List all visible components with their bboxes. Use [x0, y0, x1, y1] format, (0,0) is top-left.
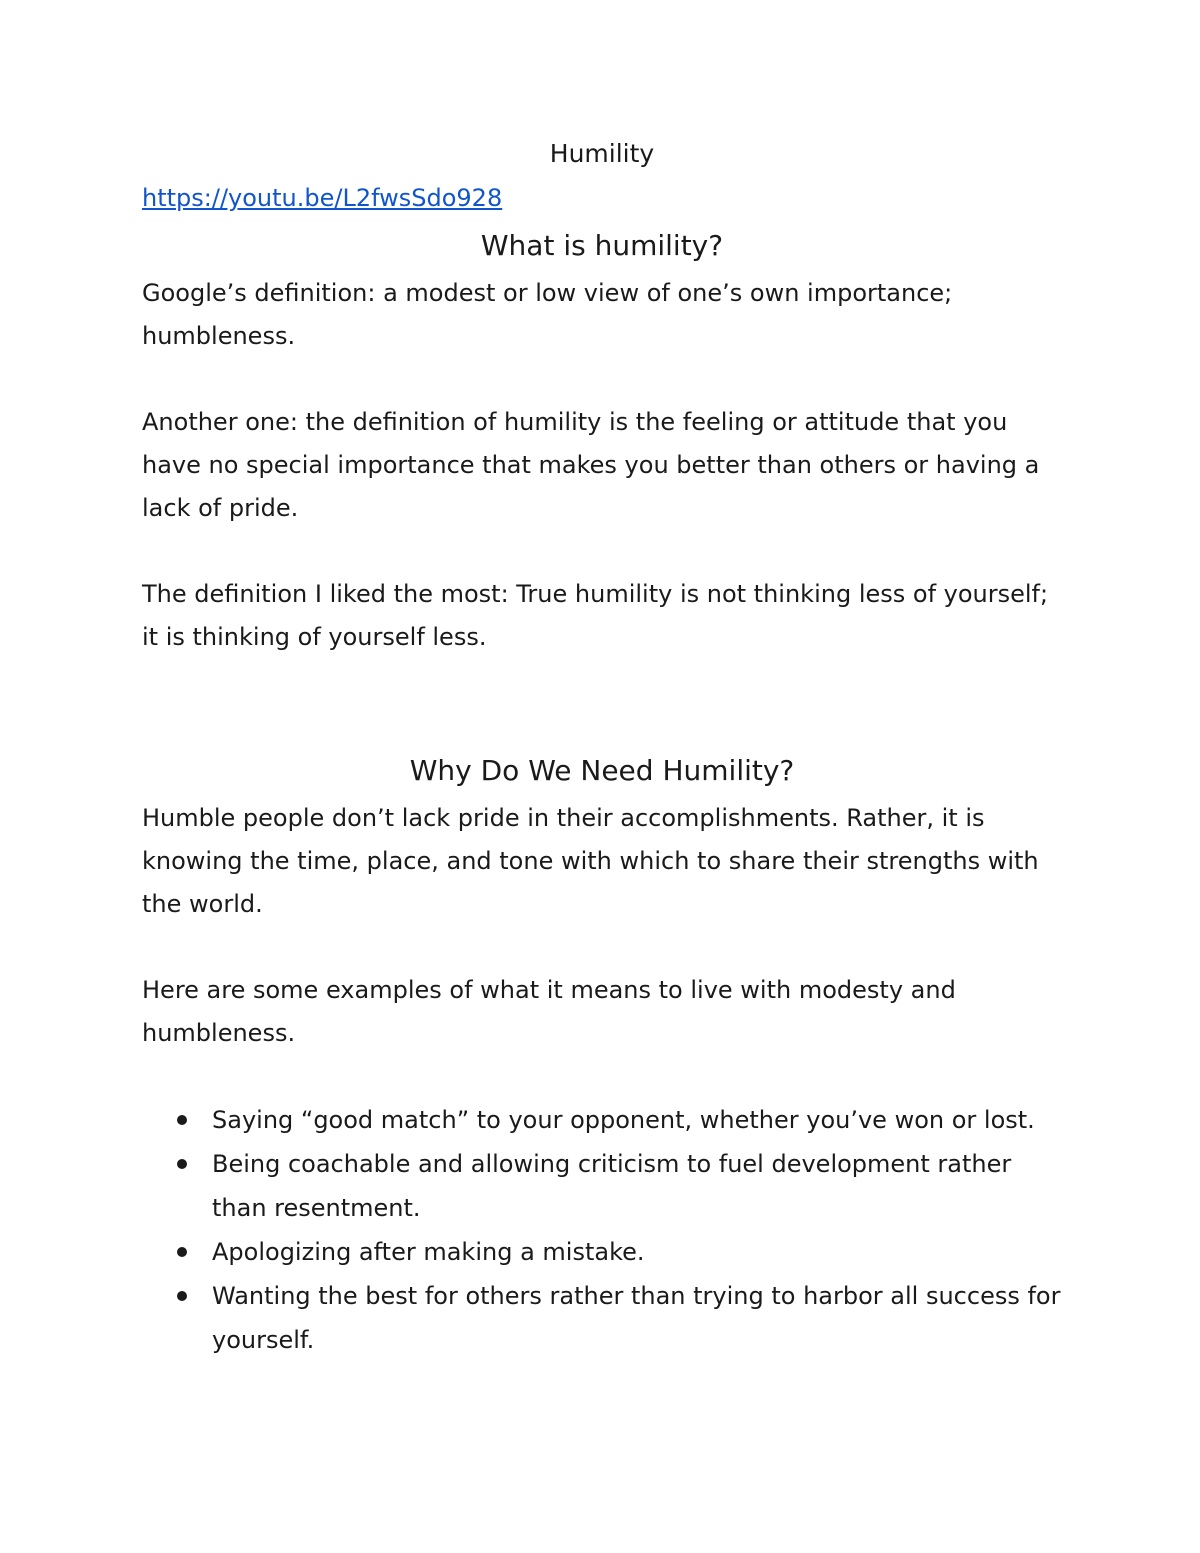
bullet-icon [177, 1159, 187, 1169]
paragraph-another-definition: Another one: the definition of humility is the feeling or attitude that you have no special importance that makes you better than others or having a lack of pride. [142, 408, 1040, 522]
document-page [142, 132, 1062, 1362]
paragraph-favorite-definition: The definition I liked the most: True humility is not thinking less of yourself; it is thinking of yourself less. [142, 580, 1049, 651]
examples-list [142, 1098, 1062, 1362]
bullet-icon [177, 1291, 187, 1301]
bullet-icon [177, 1115, 187, 1125]
bullet-icon [177, 1247, 187, 1257]
paragraph-examples-intro: Here are some examples of what it means to live with modesty and humbleness. [142, 976, 956, 1047]
paragraph-humble-people: Humble people don’t lack pride in their accomplishments. Rather, it is knowing the time, place, and tone with which to share their strengths with the world. [142, 804, 1039, 918]
list-item: Apologizing after making a mistake. [212, 1230, 1062, 1274]
section-heading-what-is-humility: What is humility? [480, 229, 724, 262]
list-item: Saying “good match” to your opponent, whether you’ve won or lost. [212, 1098, 1062, 1142]
paragraph-google-definition: Google’s definition: a modest or low view of one’s own importance; humbleness. [142, 279, 953, 350]
list-item: Being coachable and allowing criticism to fuel development rather than resentment. [212, 1142, 1062, 1230]
video-link[interactable]: https://youtu.be/L2fwsSdo928 [142, 184, 503, 212]
document-title: Humility [549, 139, 655, 168]
section-heading-why-humility: Why Do We Need Humility? [409, 754, 795, 787]
list-item: Wanting the best for others rather than trying to harbor all success for yourself. [212, 1274, 1062, 1362]
